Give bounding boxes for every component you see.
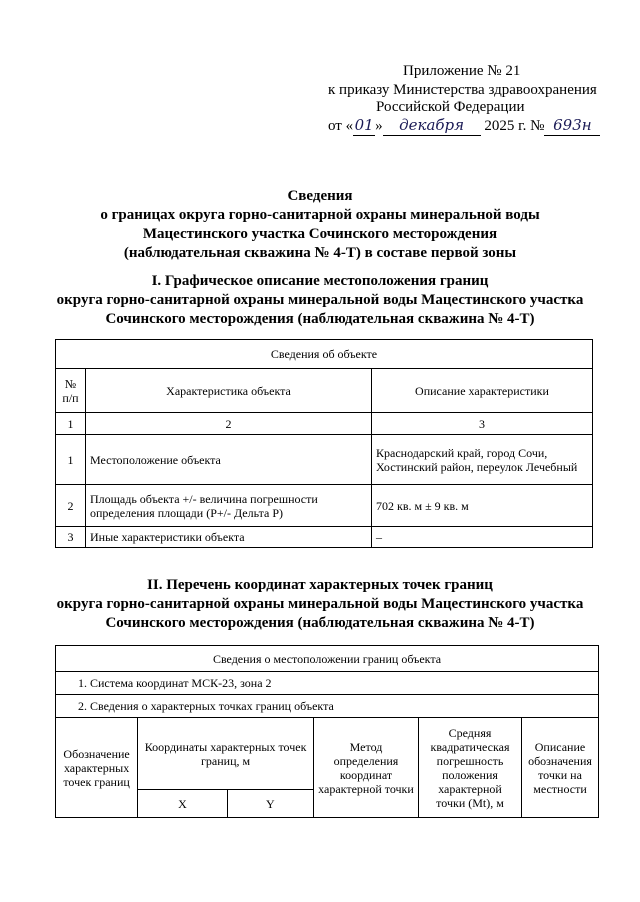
row-num: 1	[56, 435, 86, 485]
annex-ministry-line: Российской Федерации	[376, 99, 525, 115]
section-2-line-2: округа горно-санитарной охраны минеральной воды Мацестинского участка	[56, 596, 584, 612]
row-characteristic: Иные характеристики объекта	[86, 527, 372, 548]
coordinate-system: 1. Система координат МСК-23, зона 2	[56, 672, 599, 695]
table-row	[56, 435, 593, 485]
points-info-label: 2. Сведения о характерных точках границ объекта	[56, 695, 599, 718]
date-month: декабря	[383, 116, 481, 136]
row-description: 702 кв. м ± 9 кв. м	[372, 485, 593, 527]
row-num: 3	[56, 527, 86, 548]
row-characteristic: Площадь объекта +/- величина погрешности определения площади (P+/- Дельта P)	[86, 485, 372, 527]
object-info-table	[55, 339, 593, 548]
header-coordinates: Координаты характерных точек границ, м	[138, 718, 314, 790]
section-1-line-3: Сочинского месторождения (наблюдательная скважина № 4-Т)	[105, 311, 535, 327]
col-number-2: 2	[86, 413, 372, 435]
row-num: 2	[56, 485, 86, 527]
title-line-3: Мацестинского участка Сочинского месторождения	[142, 226, 498, 242]
row-description: Краснодарский край, город Сочи, Хостинский район, переулок Лечебный	[372, 435, 593, 485]
header-error: Средняя квадратическая погрешность положения характерной точки (Mt), м	[419, 718, 522, 818]
annex-date-line	[328, 116, 600, 136]
header-method: Метод определения координат характерной точки	[313, 718, 418, 818]
header-description: Описание характеристики	[372, 369, 593, 413]
section-1-line-1: I. Графическое описание местоположения границ	[151, 273, 489, 289]
header-point-designation: Обозначение характерных точек границ	[56, 718, 138, 818]
object-info-caption: Сведения об объекте	[56, 340, 593, 369]
annex-number: Приложение № 21	[403, 63, 521, 79]
annex-order-line: к приказу Министерства здравоохранения	[328, 82, 597, 98]
header-num: № п/п	[56, 369, 86, 413]
header-characteristic: Характеристика объекта	[86, 369, 372, 413]
boundary-points-table	[55, 645, 599, 818]
date-prefix: от «	[328, 118, 354, 134]
header-x: X	[138, 790, 227, 818]
section-2-heading	[0, 576, 640, 633]
date-day: 01	[354, 116, 374, 134]
table-row	[56, 527, 593, 548]
col-number-1: 1	[56, 413, 86, 435]
title-line-2: о границах округа горно-санитарной охраны минеральной воды	[100, 207, 540, 223]
header-location-description: Описание обозначения точки на местности	[521, 718, 598, 818]
date-close-quote: »	[375, 118, 383, 134]
row-description: –	[372, 527, 593, 548]
title-line-1: Сведения	[287, 188, 353, 204]
document-title	[0, 187, 640, 263]
header-y: Y	[227, 790, 313, 818]
section-1-line-2: округа горно-санитарной охраны минеральной воды Мацестинского участка	[56, 292, 584, 308]
title-line-4: (наблюдательная скважина № 4-Т) в составе первой зоны	[123, 245, 517, 261]
date-year: 2025 г. №	[484, 118, 545, 134]
row-characteristic: Местоположение объекта	[86, 435, 372, 485]
table-row	[56, 485, 593, 527]
section-1-heading	[0, 272, 640, 329]
section-2-line-3: Сочинского месторождения (наблюдательная скважина № 4-Т)	[105, 615, 535, 631]
order-number: 693н	[544, 116, 600, 136]
col-number-3: 3	[372, 413, 593, 435]
section-2-line-1: II. Перечень координат характерных точек границ	[147, 577, 493, 593]
boundary-caption: Сведения о местоположении границ объекта	[56, 646, 599, 672]
